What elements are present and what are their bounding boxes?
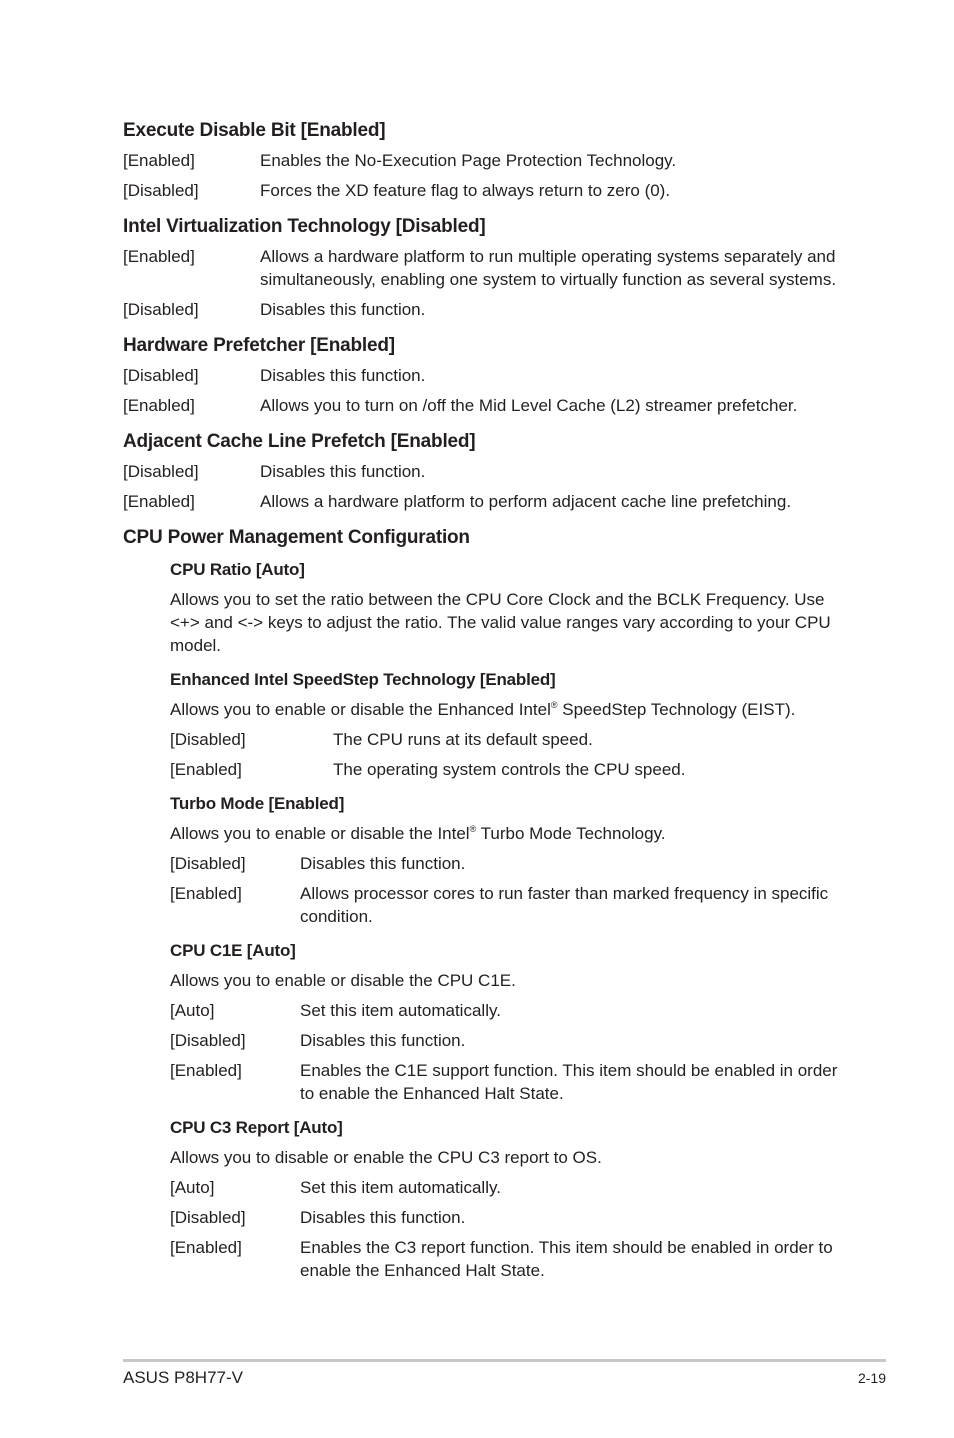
option-row [123, 179, 843, 202]
section-heading: Intel Virtualization Technology [Disabled] [123, 216, 486, 237]
option-description: Disables this function. [260, 462, 426, 481]
subsection-cpu-ratio [170, 559, 843, 657]
option-description: Allows a hardware platform to run multiple operating systems separately and simultaneously, enabling one system to virtually function as several systems. [260, 247, 837, 289]
section-hardware-prefetcher [123, 334, 843, 417]
subsection-heading: CPU C3 Report [Auto] [170, 1118, 343, 1137]
option-row [170, 1029, 843, 1052]
option-row [170, 882, 843, 928]
option-row [170, 728, 843, 751]
subsection-eist [170, 669, 843, 781]
section-heading: Hardware Prefetcher [Enabled] [123, 335, 395, 356]
section-intel-virtualization [123, 215, 843, 321]
description-text: SpeedStep Technology (EIST). [557, 700, 796, 719]
option-key: [Disabled] [123, 462, 199, 481]
subsection-heading: CPU Ratio [Auto] [170, 560, 305, 579]
option-key: [Enabled] [123, 247, 195, 266]
option-description: The operating system controls the CPU speed. [333, 760, 686, 779]
option-description: Enables the C3 report function. This item should be enabled in order to enable the Enhanced Halt State. [300, 1238, 833, 1280]
subsection-description: Allows you to enable or disable the CPU C1E. [170, 971, 516, 990]
registered-mark: ® [550, 700, 558, 710]
option-row [123, 394, 843, 417]
option-row [123, 364, 843, 387]
option-key: [Auto] [170, 1178, 215, 1197]
option-row [170, 1059, 843, 1105]
section-cpu-power-management [123, 526, 843, 1282]
description-text: Allows you to enable or disable the Intel [170, 824, 470, 843]
option-row [123, 245, 843, 291]
option-description: Enables the C1E support function. This item should be enabled in order to enable the Enhanced Halt State. [300, 1061, 838, 1103]
option-description: Allows you to turn on /off the Mid Level Cache (L2) streamer prefetcher. [260, 396, 798, 415]
option-row [170, 1236, 843, 1282]
option-row [170, 999, 843, 1022]
subsection-description [170, 822, 843, 845]
subsection-heading: Enhanced Intel SpeedStep Technology [Enabled] [170, 670, 556, 689]
option-description: Disables this function. [300, 1208, 466, 1227]
option-row [170, 1206, 843, 1229]
option-row [170, 852, 843, 875]
section-execute-disable-bit [123, 119, 843, 202]
section-heading: Adjacent Cache Line Prefetch [Enabled] [123, 431, 476, 452]
description-text: Turbo Mode Technology. [476, 824, 666, 843]
option-key: [Disabled] [123, 181, 199, 200]
option-row [123, 298, 843, 321]
option-key: [Enabled] [170, 760, 242, 779]
option-description: Forces the XD feature flag to always return to zero (0). [260, 181, 671, 200]
option-description: Allows processor cores to run faster than marked frequency in specific condition. [300, 884, 829, 926]
option-description: Set this item automatically. [300, 1178, 501, 1197]
option-description: Set this item automatically. [300, 1001, 501, 1020]
description-text: Allows you to enable or disable the Enhanced Intel [170, 700, 551, 719]
subsection-turbo-mode [170, 793, 843, 928]
option-description: The CPU runs at its default speed. [333, 730, 593, 749]
section-heading: Execute Disable Bit [Enabled] [123, 120, 386, 141]
option-row [123, 490, 843, 513]
option-key: [Auto] [170, 1001, 215, 1020]
section-adjacent-cache-line [123, 430, 843, 513]
subsection-heading: Turbo Mode [Enabled] [170, 794, 345, 813]
subsection-cpu-c1e [170, 940, 843, 1105]
option-row [170, 1176, 843, 1199]
option-row [123, 149, 843, 172]
option-key: [Enabled] [123, 151, 195, 170]
option-description: Allows a hardware platform to perform adjacent cache line prefetching. [260, 492, 792, 511]
option-description: Enables the No-Execution Page Protection Technology. [260, 151, 677, 170]
option-description: Disables this function. [300, 1031, 466, 1050]
footer-product-name: ASUS P8H77-V [123, 1368, 243, 1387]
option-key: [Enabled] [170, 1061, 242, 1080]
option-key: [Disabled] [123, 366, 199, 385]
option-key: [Disabled] [170, 1031, 246, 1050]
subsection-description: Allows you to set the ratio between the CPU Core Clock and the BCLK Frequency. Use <+> and <-> keys to adjust the ratio. The valid value ranges vary according to your CPU model. [170, 590, 831, 655]
option-key: [Enabled] [123, 492, 195, 511]
option-description: Disables this function. [260, 366, 426, 385]
option-key: [Disabled] [123, 300, 199, 319]
document-body [123, 119, 843, 1295]
option-key: [Disabled] [170, 854, 246, 873]
option-key: [Enabled] [170, 1238, 242, 1257]
option-key: [Disabled] [170, 1208, 246, 1227]
subsection-description: Allows you to disable or enable the CPU C3 report to OS. [170, 1148, 602, 1167]
option-description: Disables this function. [300, 854, 466, 873]
subsection-cpu-c3-report [170, 1117, 843, 1282]
option-key: [Enabled] [170, 884, 242, 903]
option-key: [Enabled] [123, 396, 195, 415]
registered-mark: ® [469, 824, 477, 834]
section-heading: CPU Power Management Configuration [123, 527, 470, 548]
option-key: [Disabled] [170, 730, 246, 749]
subsection-heading: CPU C1E [Auto] [170, 941, 296, 960]
option-row [170, 758, 843, 781]
option-row [123, 460, 843, 483]
footer-page-number: 2-19 [857, 1370, 886, 1386]
option-description: Disables this function. [260, 300, 426, 319]
footer-divider [123, 1359, 886, 1362]
subsection-description [170, 698, 843, 721]
